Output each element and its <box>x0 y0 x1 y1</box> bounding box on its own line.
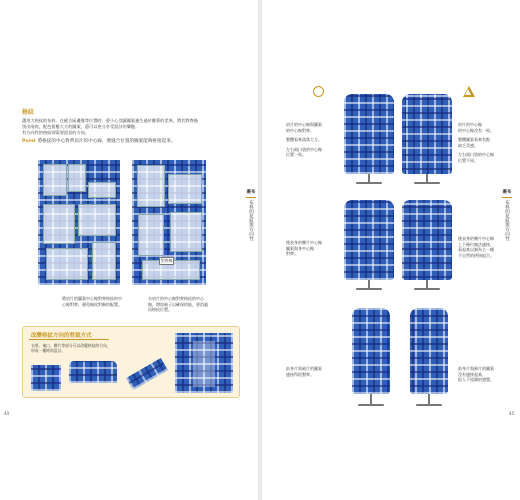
caption-line: 缺乏美感。 <box>458 142 478 148</box>
intro-text <box>22 118 247 136</box>
caption-row3-right <box>458 366 514 383</box>
page-number-left: 44 <box>4 411 10 416</box>
caption-row2-left <box>286 240 342 257</box>
stand-pole <box>426 280 428 288</box>
left-page <box>0 0 258 500</box>
plaid-shirt <box>402 200 452 280</box>
mannequin-bad-side <box>404 304 454 408</box>
pattern-piece <box>46 248 88 280</box>
pattern-piece <box>43 164 67 196</box>
pattern-piece <box>92 242 116 280</box>
point-text: 將格紋的中心對齊肩片的中心線，要縫合位置的圖案能夠拼接起來。 <box>37 139 176 144</box>
caption-line: 上下條位無法連接， <box>458 241 494 247</box>
mannequin-good-side <box>346 304 396 408</box>
intro-line: 別出兩肩，配色搭應大方的圖案，還可以充分享受設計的樂趣。 <box>22 124 140 129</box>
mannequin-bad-back <box>398 196 456 292</box>
stand-pole <box>368 280 370 288</box>
point-tag: Point <box>22 139 36 144</box>
plaid-shirt <box>352 308 390 394</box>
caption-line: 沒有連接起來， <box>458 371 486 377</box>
stand-base <box>358 404 384 406</box>
plaid-shirt <box>344 94 394 174</box>
stand-pole <box>426 174 428 182</box>
bias-sample <box>126 358 168 390</box>
pattern-piece <box>78 204 116 236</box>
tip-box-line: 形成一種時尚設計。 <box>31 348 66 353</box>
side-tab-divider <box>246 197 256 198</box>
cuff-sample <box>31 365 61 391</box>
right-page <box>262 0 520 500</box>
side-tab-main: 裏布 <box>502 190 512 195</box>
stand-base <box>414 182 440 184</box>
point-note <box>22 139 252 145</box>
pattern-piece <box>68 164 86 192</box>
fabric-layout-left <box>38 160 120 285</box>
caption-line: 連接得很整齊。 <box>286 371 314 377</box>
caption-line: 給人不協調的感覺。 <box>458 377 494 382</box>
pattern-piece <box>88 182 116 198</box>
placket-detail <box>193 341 215 387</box>
caption-line: 的中心線沒有一致。 <box>458 127 494 133</box>
caption-line: 看起來以調為主一種 <box>458 247 494 252</box>
caption-line: 前身片與袖片的圖案 <box>458 366 494 371</box>
side-tab-sub: 布料的花紋與方向性 <box>504 200 510 241</box>
caption-line: 位置一致。 <box>286 152 306 157</box>
stand-pole <box>428 394 430 404</box>
pattern-piece <box>137 165 165 207</box>
mannequin-bad-front <box>398 90 456 186</box>
side-tab-divider <box>502 197 512 198</box>
caption-line: 不自然的拼接組合。 <box>458 252 494 258</box>
side-tab-left <box>246 190 256 241</box>
tip-box <box>22 326 240 398</box>
fabric-layout-right <box>132 160 206 285</box>
plaid-shirt <box>402 94 452 174</box>
stand-pole <box>368 174 370 182</box>
stand-base <box>356 288 382 290</box>
caption-line: 整體看來落落大方。 <box>286 137 322 142</box>
caption-line: 肩片的中心線與圖案 <box>286 122 322 127</box>
caption-line: 左右兩口袋的中心線 <box>458 152 494 157</box>
pattern-piece <box>138 214 164 256</box>
mannequin-good-front <box>340 90 398 186</box>
stand-base <box>356 182 382 184</box>
stand-base <box>414 288 440 290</box>
section-title: 格紋 <box>22 109 35 116</box>
collar-sample <box>69 361 117 383</box>
mannequin-good-back <box>340 196 398 292</box>
caption-line: 後表身的腰片中心線 <box>286 240 322 245</box>
caption-row3-left <box>286 366 342 377</box>
caption-right: 衣肩片的中心線對齊格紋的中心線，增加袖子以確保的能，要消處而格紋位置。 <box>148 296 208 312</box>
pattern-piece <box>168 174 202 204</box>
shirt-detail-photo <box>175 333 233 393</box>
circle-icon <box>313 86 324 97</box>
pattern-piece <box>170 212 202 252</box>
stand-pole <box>370 394 372 404</box>
plaid-shirt <box>410 308 448 394</box>
side-tab-main: 裏布 <box>246 190 256 195</box>
title-underline <box>29 339 109 340</box>
caption-line: 位置不同。 <box>458 157 478 163</box>
caption-line: 整體圖案看來有點 <box>458 137 490 142</box>
triangle-icon <box>463 86 475 97</box>
caption-line: 左右兩口袋的中心線 <box>286 146 322 152</box>
intro-line: 選用大格紋的布料，在縫合區邊緣等位置時，要小心別讓圖案連生過於醒著的差異。將其對齊後 <box>22 118 198 123</box>
side-tab-sub: 布料的花紋與方向性 <box>248 200 254 241</box>
intro-line: 有方向性的格紋則需要留意的方向。 <box>22 130 90 135</box>
pattern-piece <box>43 204 75 244</box>
caption-line: 對齊。 <box>286 251 298 256</box>
tip-box-text <box>31 343 171 353</box>
page-number-right: 45 <box>508 411 514 416</box>
side-tab-right <box>502 190 512 241</box>
caption-row1-right <box>458 122 514 163</box>
caption-row1-left <box>286 122 342 158</box>
caption-line: 的中心線對齊。 <box>286 127 314 133</box>
tip-box-title: 改變格紋方向的剪裁方式 <box>31 333 92 339</box>
caption-line: 後表身的腰片中心線 <box>458 236 494 241</box>
caption-line: 肩片的中心線 <box>458 122 482 127</box>
caption-left: 將肩片的圖案中心線對齊格紋的中心線對齊，避免線紋對稱的配置。 <box>62 296 122 307</box>
caption-line: 圖案與身中心線 <box>286 245 314 251</box>
stand-base <box>416 404 442 406</box>
caption-line: 前身片與袖片的圖案 <box>286 366 322 371</box>
plaid-shirt <box>344 200 394 280</box>
tip-box-line: 衣領、袖口，腰片等部分可以改變格紋的方向， <box>31 343 111 348</box>
align-line-label: 對齊線 <box>161 258 173 263</box>
